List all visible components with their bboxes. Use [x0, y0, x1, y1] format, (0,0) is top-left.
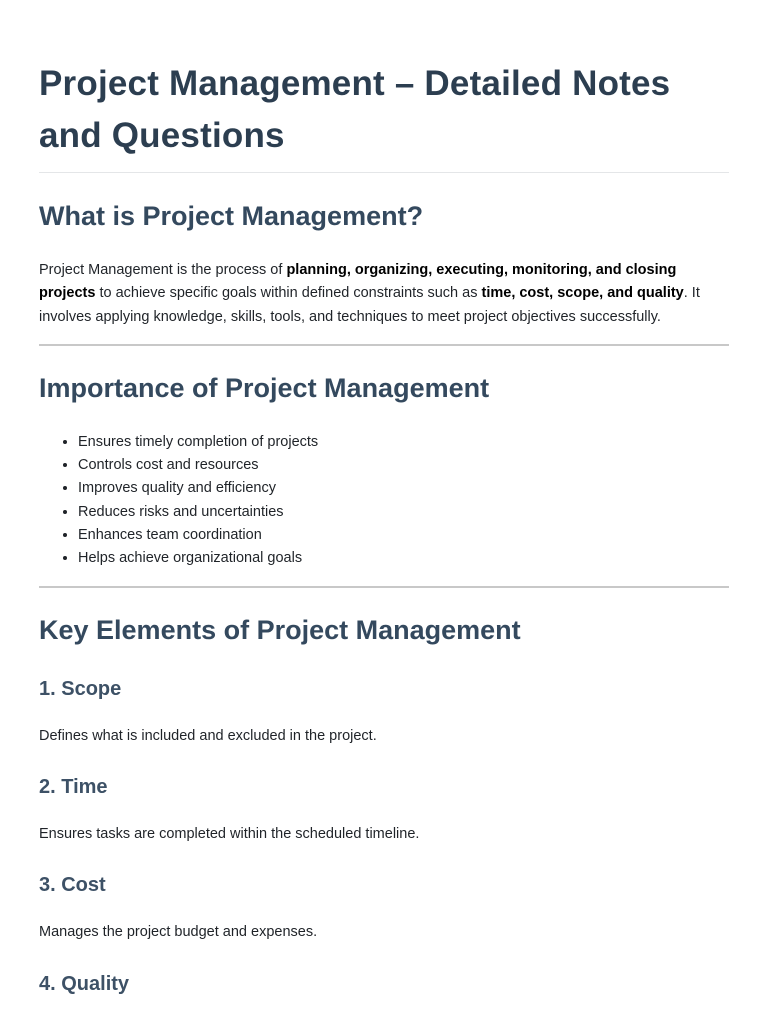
section-heading-key-elements: Key Elements of Project Management	[39, 614, 521, 645]
element-heading-quality: 4. Quality	[39, 972, 130, 995]
definition-text-2: to achieve specific goals within defined constraints such as	[95, 285, 482, 302]
element-heading-scope: 1. Scope	[39, 677, 122, 700]
list-item: • Controls cost and resources	[78, 454, 729, 477]
document	[39, 0, 729, 997]
importance-list	[39, 431, 729, 571]
list-item: • Helps achieve organizational goals	[78, 547, 729, 570]
title-divider	[39, 172, 729, 173]
element-heading-time: 2. Time	[39, 775, 108, 798]
element-text-scope: Defines what is included and excluded in the project.	[39, 727, 377, 744]
list-item: • Enhances team coordination	[78, 524, 729, 547]
section-heading-importance: Importance of Project Management	[39, 372, 490, 403]
definition-paragraph	[39, 259, 729, 329]
element-text-time: Ensures tasks are completed within the scheduled timeline.	[39, 825, 420, 842]
section-heading-what-is: What is Project Management?	[39, 201, 424, 231]
definition-bold-2: time, cost, scope, and quality	[481, 285, 684, 302]
list-item: • Ensures timely completion of projects	[78, 431, 729, 454]
definition-text-1: Project Management is the process of	[39, 262, 287, 278]
element-text-cost: Manages the project budget and expenses.	[39, 924, 318, 941]
section-divider	[39, 586, 729, 588]
section-divider	[39, 344, 729, 346]
definition-bold-1: planning, organizing, executing, monitoring, and closing projects	[39, 262, 677, 302]
list-item: • Reduces risks and uncertainties	[78, 501, 729, 524]
page-title: Project Management – Detailed Notes and Questions	[39, 64, 671, 155]
element-heading-cost: 3. Cost	[39, 874, 106, 897]
definition-text-3: . It involves applying knowledge, skills, tools, and techniques to meet project objectives successfully.	[39, 285, 700, 325]
list-item: • Improves quality and efficiency	[78, 477, 729, 500]
